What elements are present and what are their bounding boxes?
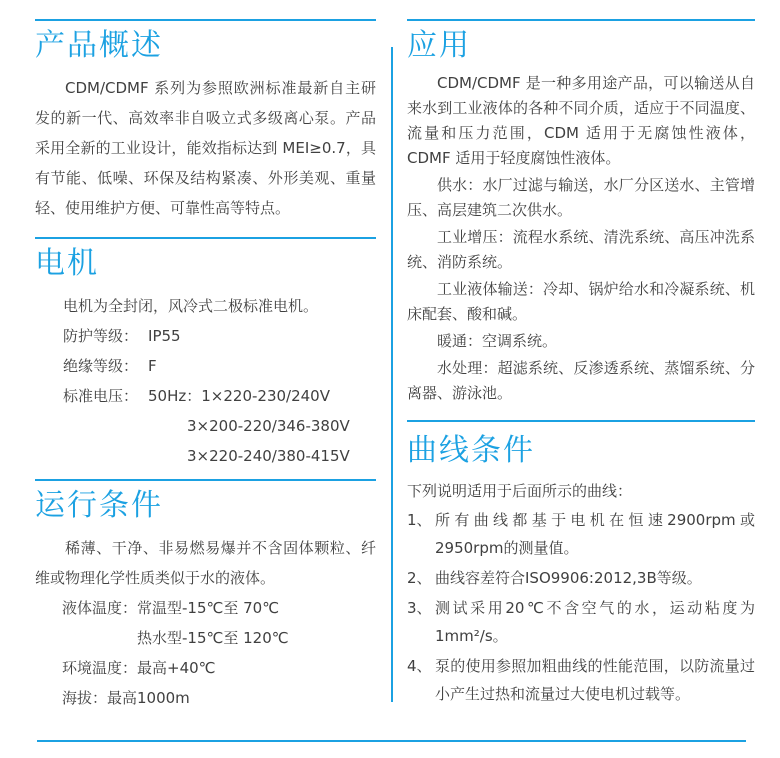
- operating-title: 运行条件: [35, 488, 163, 523]
- application-paragraph: CDM/CDMF 是一种多用途产品，可以输送从自来水到工业液体的各种不同介质，适应于不同温度、流量和压力范围，CDM 适用于无腐蚀性液体，CDMF 适用于轻度腐蚀性液体。: [407, 74, 755, 167]
- application-paragraph-hvac: 暖通：空调系统。: [437, 332, 558, 350]
- operating-item-altitude: 海拔：最高1000m: [62, 689, 190, 707]
- section-product-overview: [35, 19, 376, 223]
- operating-item-hot-water: 热水型-15℃至 120℃: [137, 629, 289, 647]
- left-column: [35, 0, 376, 713]
- motor-spec-protection: [63, 321, 376, 351]
- curve-note-text: 所有曲线都基于电机在恒速2900rpm或2950rpm的测量值。: [435, 511, 755, 557]
- overview-paragraph: CDM/CDMF 系列为参照欧洲标准最新自主研发的新一代、高效率非自吸立式多级离心泵。产品采用全新的工业设计，能效指标达到 MEI≥0.7，具有节能、低噪、环保及结构紧凑、外形美观、重量轻、使用维护方便、可靠性高等特点。: [35, 79, 376, 217]
- curve-intro: 下列说明适用于后面所示的曲线：: [407, 482, 633, 500]
- curve-note-text: 测试采用20℃不含空气的水，运动粘度为1mm²/s。: [435, 599, 755, 645]
- section-rule: [35, 19, 376, 21]
- curve-note-number: 1、: [407, 511, 432, 529]
- section-rule: [407, 19, 755, 21]
- curve-title: 曲线条件: [407, 433, 535, 468]
- motor-spec-voltage: [63, 381, 376, 411]
- curve-note-number: 3、: [407, 599, 432, 617]
- section-curve-conditions: [407, 420, 755, 708]
- section-rule: [35, 479, 376, 481]
- section-operating-conditions: [35, 479, 376, 713]
- motor-spec-insulation: [63, 351, 376, 381]
- spec-label: 绝缘等级：: [63, 357, 139, 375]
- motor-voltage-extra: 3×200-220/346-380V: [187, 417, 350, 435]
- curve-note-number: 4、: [407, 657, 432, 675]
- section-motor: [35, 237, 376, 471]
- section-application: [407, 19, 755, 406]
- spec-value: 50Hz：1×220-230/240V: [148, 387, 330, 405]
- motor-intro: 电机为全封闭，风冷式二极标准电机。: [63, 297, 319, 315]
- overview-title: 产品概述: [35, 28, 163, 63]
- application-paragraph-industrial-boost: 工业增压：流程水系统、清洗系统、高压冲洗系统、消防系统。: [407, 228, 755, 271]
- application-paragraph-water-supply: 供水：水厂过滤与输送，水厂分区送水、主管增压、高层建筑二次供水。: [407, 176, 755, 219]
- curve-note-1: [407, 506, 755, 562]
- curve-note-2: [407, 564, 755, 592]
- curve-note-text: 曲线容差符合ISO9906:2012,3B等级。: [435, 569, 702, 587]
- motor-title: 电机: [35, 246, 99, 281]
- spec-label: 标准电压：: [63, 387, 139, 405]
- bottom-divider: [37, 740, 746, 742]
- application-paragraph-water-treatment: 水处理：超滤系统、反渗透系统、蒸馏系统、分离器、游泳池。: [407, 359, 755, 402]
- motor-voltage-extra: 3×220-240/380-415V: [187, 447, 350, 465]
- operating-item-liquid-temp: 液体温度：常温型-15℃至 70℃: [62, 599, 280, 617]
- section-rule: [407, 420, 755, 422]
- spec-label: 防护等级：: [63, 327, 139, 345]
- curve-note-text: 泵的使用参照加粗曲线的性能范围，以防流量过小产生过热和流量过大使电机过载等。: [435, 657, 755, 703]
- application-title: 应用: [407, 28, 471, 63]
- spec-value: F: [148, 357, 157, 375]
- application-paragraph-liquid-transfer: 工业液体输送：冷却、锅炉给水和冷凝系统、机床配套、酸和碱。: [407, 280, 755, 323]
- column-divider: [391, 47, 393, 702]
- operating-paragraph: 稀薄、干净、非易燃易爆并不含固体颗粒、纤维或物理化学性质类似于水的液体。: [35, 539, 376, 587]
- operating-item-ambient-temp: 环境温度：最高+40℃: [62, 659, 216, 677]
- curve-note-4: [407, 652, 755, 708]
- curve-note-3: [407, 594, 755, 650]
- section-rule: [35, 237, 376, 239]
- curve-note-number: 2、: [407, 569, 432, 587]
- right-column: [407, 0, 755, 708]
- spec-value: IP55: [148, 327, 181, 345]
